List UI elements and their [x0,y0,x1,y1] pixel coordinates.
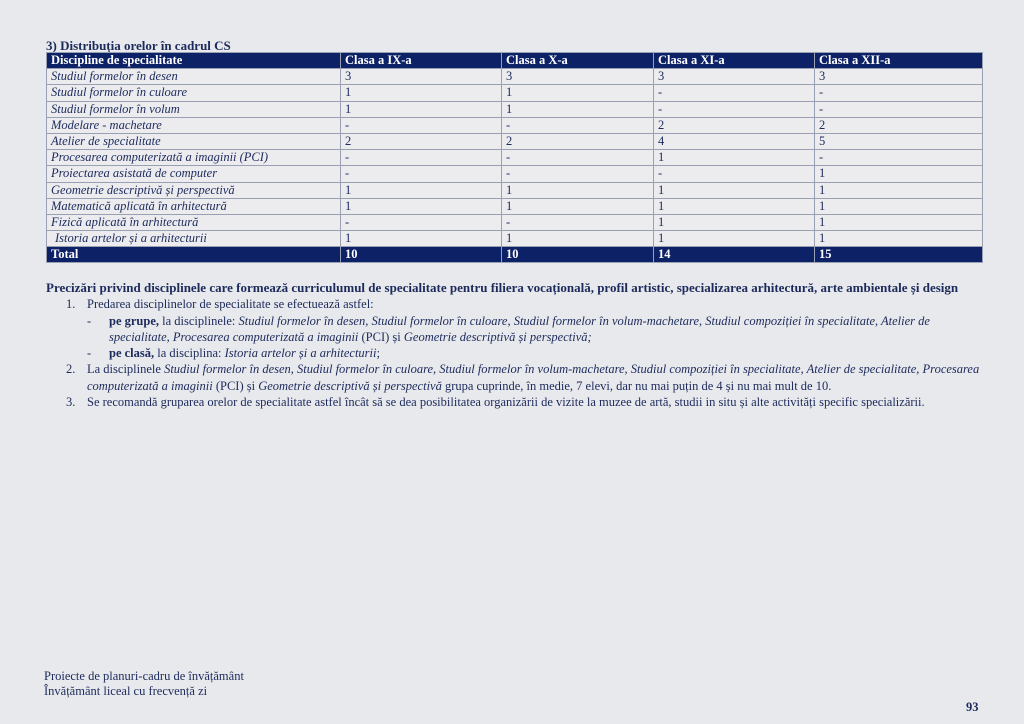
note-subitem-class [46,345,986,361]
hours-cell: 1 [502,198,654,214]
subject-cell: Studiul formelor în desen [47,69,341,85]
hours-cell: - [815,150,983,166]
subitem-text: la disciplinele: [159,313,239,328]
hours-cell: 3 [502,69,654,85]
notes-section [46,280,986,410]
hours-cell: - [341,214,502,230]
hours-cell: - [654,166,815,182]
subitem-bold: pe grupe, [109,313,159,328]
subitem-text: la disciplina: [154,346,225,361]
col-header-x: Clasa a X-a [502,53,654,69]
note-number: 2. [66,362,76,377]
note-text: La disciplinele [87,362,165,377]
subject-cell: Istoria artelor și a arhitecturii [47,231,341,247]
hours-cell: - [341,166,502,182]
total-label: Total [47,247,341,263]
hours-cell: - [502,214,654,230]
hours-cell: 1 [502,231,654,247]
total-cell: 15 [815,247,983,263]
hours-cell: 2 [502,133,654,149]
note-item-3 [46,394,986,410]
col-header-ix: Clasa a IX-a [341,53,502,69]
hours-cell: 1 [341,85,502,101]
col-header-discipline: Discipline de specialitate [47,53,341,69]
page-footer [44,669,244,699]
table-row [47,150,983,166]
total-cell: 14 [654,247,815,263]
dash-bullet: - [87,313,92,328]
subject-cell: Atelier de specialitate [47,133,341,149]
hours-cell: - [654,85,815,101]
hours-cell: - [815,85,983,101]
table-row [47,214,983,230]
table-row [47,231,983,247]
hours-cell: 1 [502,101,654,117]
total-cell: 10 [502,247,654,263]
distribution-table [46,52,983,263]
footer-line-1: Proiecte de planuri-cadru de învățământ [44,669,244,683]
table-header-row [47,53,983,69]
hours-cell: 2 [654,117,815,133]
hours-cell: - [341,117,502,133]
hours-cell: - [654,101,815,117]
hours-cell: 1 [815,198,983,214]
hours-cell: 1 [502,182,654,198]
hours-cell: 1 [654,182,815,198]
hours-cell: 1 [341,182,502,198]
hours-cell: 1 [341,198,502,214]
hours-cell: 3 [815,69,983,85]
note-item-1 [46,296,986,312]
hours-cell: 5 [815,133,983,149]
hours-cell: 1 [341,101,502,117]
total-cell: 10 [341,247,502,263]
note-text: Se recomandă gruparea orelor de specialitate astfel încât să se dea posibilitatea organizării de vizite la muzee de artă, studii in situ și alte activități specific specializării. [87,395,925,410]
hours-cell: 2 [341,133,502,149]
subitem-text: ; [376,346,380,361]
note-text: Predarea disciplinelor de specialitate se efectuează astfel: [87,297,374,312]
subject-cell: Studiul formelor în volum [47,101,341,117]
table-row [47,133,983,149]
footer-line-2: Învățământ liceal cu frecvență zi [44,684,208,698]
hours-cell: 3 [341,69,502,85]
hours-cell: 1 [654,214,815,230]
note-italic: Studiul formelor în desen, Studiul formelor în culoare, Studiul formelor în volum-machetare, Studiul compoziției în specialitate, Atelier de specialitate, Procesarea computerizată a imaginii [87,362,980,393]
subject-cell: Studiul formelor în culoare [47,85,341,101]
hours-cell: 1 [654,198,815,214]
col-header-xi: Clasa a XI-a [654,53,815,69]
hours-cell: 2 [815,117,983,133]
table-row [47,117,983,133]
subject-cell: Matematică aplicată în arhitectură [47,198,341,214]
page-number: 93 [966,700,979,714]
note-italic: Geometrie descriptivă și perspectivă [258,378,442,393]
subject-cell: Fizică aplicată în arhitectură [47,214,341,230]
hours-cell: 4 [654,133,815,149]
subject-cell: Modelare - machetare [47,117,341,133]
table-row [47,101,983,117]
total-row [47,247,983,263]
table-row [47,182,983,198]
hours-cell: 1 [815,166,983,182]
hours-cell: 3 [654,69,815,85]
hours-cell: - [502,117,654,133]
hours-cell: - [502,150,654,166]
hours-cell: 1 [815,214,983,230]
table-row [47,166,983,182]
subject-cell: Proiectarea asistată de computer [47,166,341,182]
note-text: grupa cuprinde, în medie, 7 elevi, dar nu mai puțin de 4 și nu mai mult de 10. [441,378,832,393]
hours-cell: 1 [654,231,815,247]
subitem-text: (PCI) și [358,329,404,344]
subitem-italic: Geometrie descriptivă și perspectivă; [403,329,592,344]
hours-cell: 1 [815,182,983,198]
note-subitem-groups [46,313,986,346]
subject-cell: Geometrie descriptivă și perspectivă [47,182,341,198]
table-row [47,69,983,85]
hours-cell: - [502,166,654,182]
note-text: (PCI) și [212,378,259,393]
note-item-2 [46,361,986,394]
note-number: 3. [66,395,76,410]
table-row [47,198,983,214]
table-row [47,85,983,101]
dash-bullet: - [87,346,92,361]
section-title: 3) Distribuția orelor în cadrul CS [46,38,231,53]
note-number: 1. [66,297,76,312]
hours-cell: 1 [341,231,502,247]
hours-cell: 1 [502,85,654,101]
hours-cell: 1 [815,231,983,247]
col-header-xii: Clasa a XII-a [815,53,983,69]
subitem-italic: Studiul formelor în desen, Studiul formelor în culoare, Studiul formelor în volum-machetare, Studiul compoziției în specialitate, Atelier de specialitate, Procesarea computerizată a imaginii [109,313,930,344]
hours-cell: - [341,150,502,166]
subitem-italic: Istoria artelor și a arhitecturii [224,346,377,361]
hours-cell: - [815,101,983,117]
notes-heading: Precizări privind disciplinele care formează curriculumul de specialitate pentru filiera vocațională, profil artistic, specializarea arhitectură, arte ambientale și design [46,280,959,295]
hours-cell: 1 [654,150,815,166]
subitem-bold: pe clasă, [109,346,155,361]
subject-cell: Procesarea computerizată a imaginii (PCI) [47,150,341,166]
